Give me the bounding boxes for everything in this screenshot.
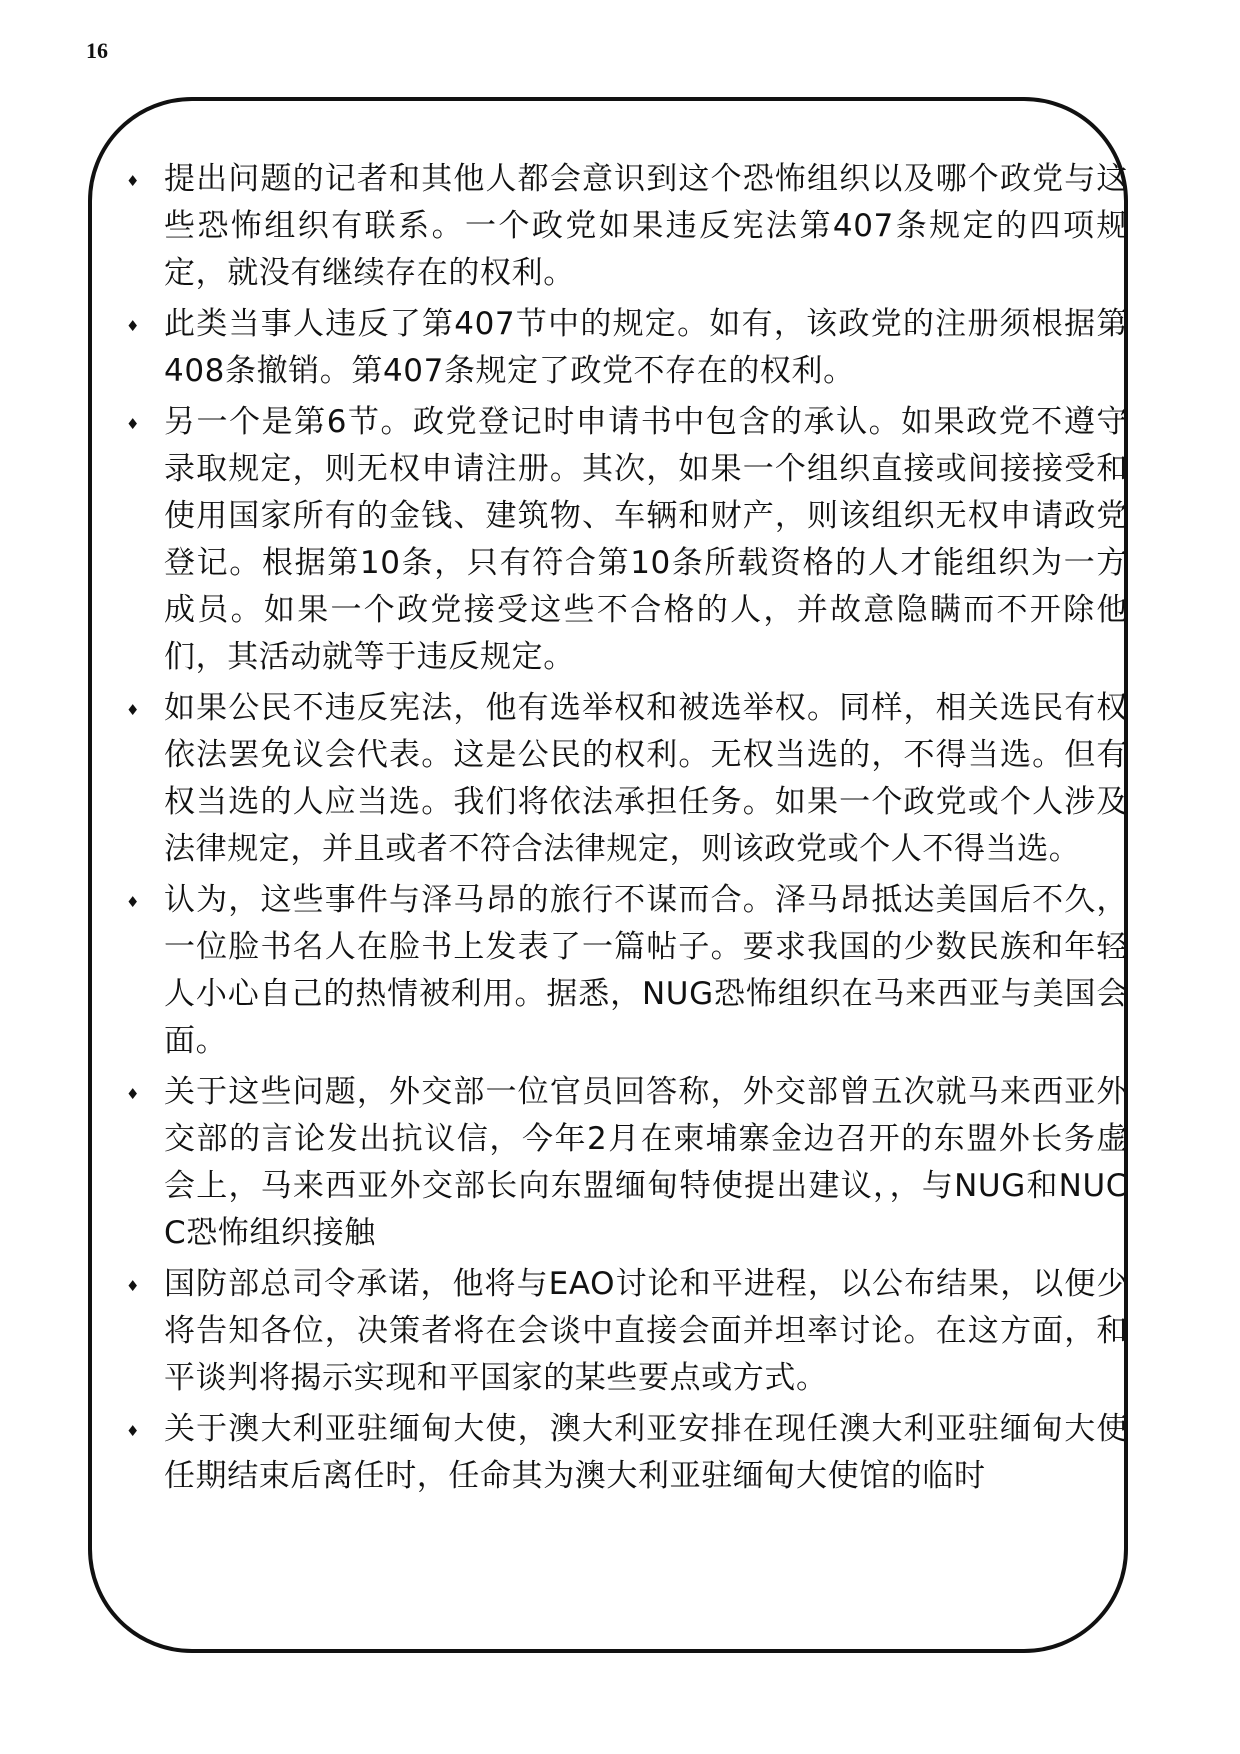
diamond-bullet-icon: ♦ <box>126 1277 140 1295</box>
list-item <box>120 301 1128 395</box>
list-item <box>120 1261 1128 1402</box>
diamond-bullet-icon: ♦ <box>126 701 140 719</box>
list-item-text: 如果公民不违反宪法，他有选举权和被选举权。同样，相关选民有权依法罢免议会代表。这是公民的权利。无权当选的，不得当选。但有权当选的人应当选。我们将依法承担任务。如果一个政党或个人涉及法律规定，并且或者不符合法律规定，则该政党或个人不得当选。 <box>164 690 1128 867</box>
list-item-text: 关于澳大利亚驻缅甸大使，澳大利亚安排在现任澳大利亚驻缅甸大使任期结束后离任时，任命其为澳大利亚驻缅甸大使馆的临时 <box>164 1411 1128 1494</box>
diamond-bullet-icon: ♦ <box>126 1085 140 1103</box>
diamond-bullet-icon: ♦ <box>126 893 140 911</box>
list-item-text: 提出问题的记者和其他人都会意识到这个恐怖组织以及哪个政党与这些恐怖组织有联系。一个政党如果违反宪法第407条规定的四项规定，就没有继续存在的权利。 <box>164 161 1128 291</box>
diamond-bullet-icon: ♦ <box>126 415 140 433</box>
list-item-text: 认为，这些事件与泽马昂的旅行不谋而合。泽马昂抵达美国后不久，一位脸书名人在脸书上发表了一篇帖子。要求我国的少数民族和年轻人小心自己的热情被利用。据悉，NUG恐怖组织在马来西亚与美国会面。 <box>164 882 1128 1059</box>
list-item-text: 关于这些问题，外交部一位官员回答称，外交部曾五次就马来西亚外交部的言论发出抗议信，今年2月在柬埔寨金边召开的东盟外长务虚会上，马来西亚外交部长向东盟缅甸特使提出建议，，与NUG和NUCC恐怖组织接触 <box>164 1074 1128 1251</box>
diamond-bullet-icon: ♦ <box>126 1422 140 1440</box>
diamond-bullet-icon: ♦ <box>126 172 140 190</box>
list-item-text: 国防部总司令承诺，他将与EAO讨论和平进程，以公布结果，以便少将告知各位，决策者将在会谈中直接会面并坦率讨论。在这方面，和平谈判将揭示实现和平国家的某些要点或方式。 <box>164 1266 1128 1396</box>
bullet-list <box>120 156 1128 1504</box>
list-item <box>120 1069 1128 1257</box>
diamond-bullet-icon: ♦ <box>126 317 140 335</box>
list-item <box>120 156 1128 297</box>
list-item-text: 另一个是第6节。政党登记时申请书中包含的承认。如果政党不遵守录取规定，则无权申请注册。其次，如果一个组织直接或间接接受和使用国家所有的金钱、建筑物、车辆和财产，则该组织无权申请政党登记。根据第10条，只有符合第10条所载资格的人才能组织为一方成员。如果一个政党接受这些不合格的人，并故意隐瞒而不开除他们，其活动就等于违反规定。 <box>164 404 1128 675</box>
page-number: 16 <box>86 38 108 63</box>
list-item <box>120 685 1128 873</box>
list-item <box>120 877 1128 1065</box>
list-item-text: 此类当事人违反了第407节中的规定。如有，该政党的注册须根据第408条撤销。第407条规定了政党不存在的权利。 <box>164 306 1128 389</box>
list-item <box>120 1406 1128 1500</box>
list-item <box>120 399 1128 681</box>
